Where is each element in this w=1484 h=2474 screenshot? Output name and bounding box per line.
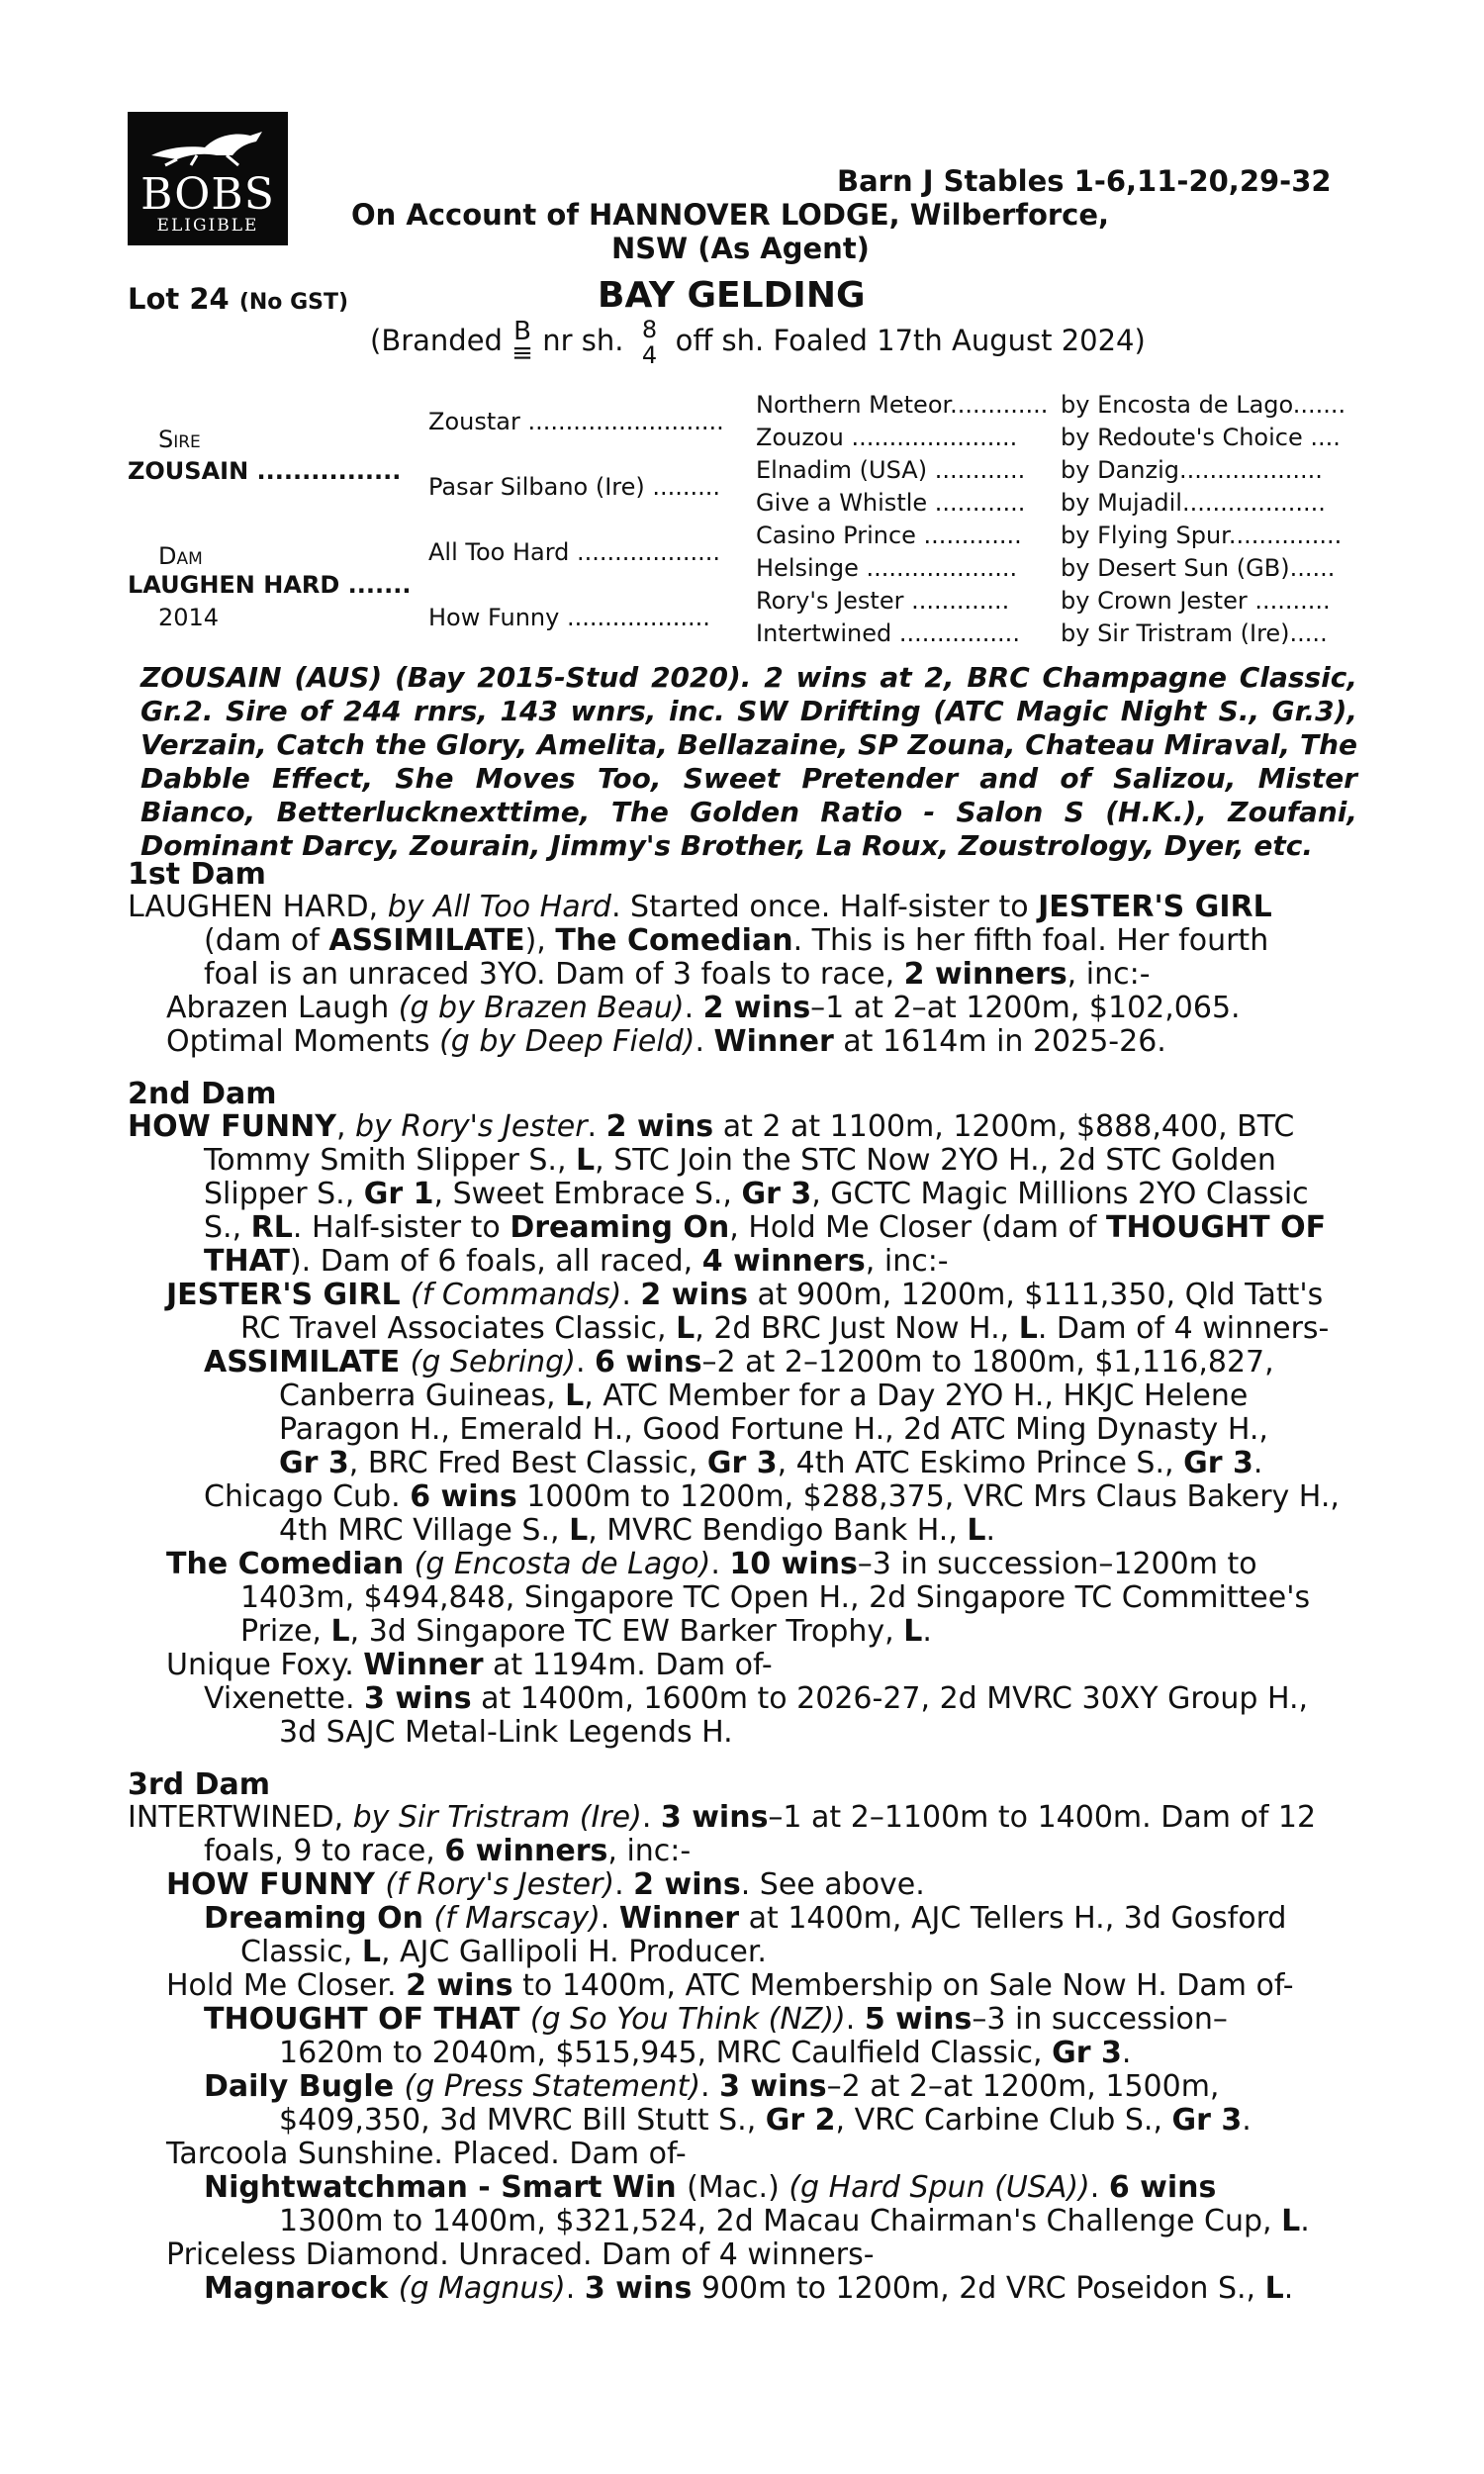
third-dam-line: INTERTWINED, by Sir Tristram (Ire). 3 wins–1 at 2–1100m to 1400m. Dam of 12 [128,1800,1317,1835]
third-dam-heading: 3rd Dam [128,1767,270,1802]
pedigree-gen2-1: Zoustar .......................... [428,408,724,435]
pedigree-by-2: by Redoute's Choice .... [1061,424,1341,451]
pedigree-gen2-2: Pasar Silbano (Ire) ......... [428,473,721,501]
brand-open: (Branded [370,324,503,357]
lot-label: Lot 24 [128,282,230,316]
second-dam-progeny: Unique Foxy. Winner at 1194m. Dam of- [166,1648,773,1682]
third-dam-progeny: Daily Bugle (g Press Statement). 3 wins–2 at 2–at 1200m, 1500m, [204,2069,1220,2104]
second-dam-line: Slipper S., Gr 1, Sweet Embrace S., Gr 3, GCTC Magic Millions 2YO Classic [204,1177,1309,1211]
pedigree-gen3-4: Give a Whistle ............ [756,489,1026,517]
first-dam-line: LAUGHEN HARD, by All Too Hard. Started once. Half-sister to JESTER'S GIRL [128,890,1272,924]
lot-title: BAY GELDING [598,275,866,316]
pedigree-gen3-8: Intertwined ................ [756,619,1020,647]
third-dam-progeny: 1300m to 1400m, $321,524, 2d Macau Chairman's Challenge Cup, L. [279,2204,1310,2238]
third-dam-progeny: Dreaming On (f Marscay). Winner at 1400m, AJC Tellers H., 3d Gosford [204,1901,1287,1936]
foaled-date: off sh. Foaled 17th August 2024) [675,324,1146,357]
first-dam-line: (dam of ASSIMILATE), The Comedian. This is her fifth foal. Her fourth [204,923,1269,958]
second-dam-progeny: 4th MRC Village S., L, MVRC Bendigo Bank H., L. [279,1513,996,1548]
third-dam-progeny: HOW FUNNY (f Rory's Jester). 2 wins. See above. [166,1867,925,1902]
pedigree-by-5: by Flying Spur............... [1061,522,1343,549]
third-dam-progeny: Nightwatchman - Smart Win (Mac.) (g Hard Spun (USA)). 6 wins [204,2170,1217,2205]
brand-mid: nr sh. [542,324,624,357]
pedigree-gen3-7: Rory's Jester ............. [756,587,1010,615]
second-dam-line: Tommy Smith Slipper S., L, STC Join the STC Now 2YO H., 2d STC Golden [204,1143,1276,1178]
second-dam-progeny: Chicago Cub. 6 wins 1000m to 1200m, $288,375, VRC Mrs Claus Bakery H., [204,1479,1340,1514]
second-dam-progeny: ASSIMILATE (g Sebring). 6 wins–2 at 2–1200m to 1800m, $1,116,827, [204,1345,1274,1380]
gst-label: (No GST) [238,290,349,315]
pedigree-by-6: by Desert Sun (GB)...... [1061,554,1336,582]
pedigree-by-7: by Crown Jester .......... [1061,587,1331,615]
third-dam-progeny: Classic, L, AJC Gallipoli H. Producer. [240,1935,767,1969]
second-dam-progeny: Prize, L, 3d Singapore TC EW Barker Trophy, L. [240,1614,932,1649]
pedigree-by-3: by Danzig................... [1061,456,1323,484]
third-dam-progeny: THOUGHT OF THAT (g So You Think (NZ)). 5 wins–3 in succession– [204,2002,1228,2037]
first-dam-progeny: Optimal Moments (g by Deep Field). Winner at 1614m in 2025-26. [166,1024,1166,1059]
third-dam-progeny: Priceless Diamond. Unraced. Dam of 4 winners- [166,2237,875,2272]
second-dam-line: HOW FUNNY, by Rory's Jester. 2 wins at 2 at 1100m, 1200m, $888,400, BTC [128,1109,1295,1144]
third-dam-progeny: Tarcoola Sunshine. Placed. Dam of- [166,2137,687,2171]
first-dam-heading: 1st Dam [128,857,266,892]
second-dam-progeny: The Comedian (g Encosta de Lago). 10 wins–3 in succession–1200m to [166,1547,1257,1581]
first-dam-progeny: Abrazen Laugh (g by Brazen Beau). 2 wins–1 at 2–at 1200m, $102,065. [166,991,1241,1025]
third-dam-progeny: $409,350, 3d MVRC Bill Stutt S., Gr 2, VRC Carbine Club S., Gr 3. [279,2103,1252,2138]
second-dam-progeny: RC Travel Associates Classic, L, 2d BRC Just Now H., L. Dam of 4 winners- [240,1311,1330,1346]
lot-number [128,282,348,316]
pedigree-gen3-6: Helsinge .................... [756,554,1018,582]
horse-icon [147,126,266,167]
pedigree-gen3-2: Zouzou ...................... [756,424,1018,451]
second-dam-line: S., RL. Half-sister to Dreaming On, Hold Me Closer (dam of THOUGHT OF [204,1210,1327,1245]
pedigree-gen3-1: Northern Meteor............. [756,391,1049,419]
pedigree-gen2-4: How Funny ................... [428,604,710,631]
second-dam-progeny: Vixenette. 3 wins at 1400m, 1600m to 2026-27, 2d MVRC 30XY Group H., [204,1681,1309,1716]
bobs-eligible-logo [128,112,288,245]
dam-label: Dam [158,542,203,570]
third-dam-progeny: 1620m to 2040m, $515,945, MRC Caulfield Classic, Gr 3. [279,2036,1132,2070]
brand-mark: B ≡ [511,317,533,368]
second-dam-heading: 2nd Dam [128,1077,277,1111]
sire-summary: ZOUSAIN (AUS) (Bay 2015-Stud 2020). 2 wins at 2, BRC Champagne Classic, Gr.2. Sire of 244 rnrs, 143 wnrs, inc. SW Drifting (ATC Magic Night S., Gr.3), Verzain, Catch the Glory, Amelita, Bellazaine, SP Zouna, Chateau Miraval, The Dabble Effect, She Moves Too, Sweet Pretender and of Salizou, Mister Bianco, Betterlucknexttime, The Golden Ratio - Salon S (H.K.), Zoufani, Dominant Darcy, Zourain, Jimmy's Brother, La Roux, Zoustrology, Dyer, etc. [140,661,1357,862]
third-dam-progeny: Magnarock (g Magnus). 3 wins 900m to 1200m, 2d VRC Poseidon S., L. [204,2271,1294,2306]
pedigree-gen2-3: All Too Hard ................... [428,538,720,566]
brand-line [370,317,1146,368]
third-dam-progeny: Hold Me Closer. 2 wins to 1400m, ATC Membership on Sale Now H. Dam of- [166,1968,1294,2003]
first-dam-line: foal is an unraced 3YO. Dam of 3 foals to race, 2 winners, inc:- [204,957,1151,992]
sire-name: ZOUSAIN ................ [128,457,402,485]
pedigree-by-8: by Sir Tristram (Ire)..... [1061,619,1328,647]
second-dam-line: THAT). Dam of 6 foals, all raced, 4 winners, inc:- [204,1244,949,1279]
vendor-line-1: On Account of HANNOVER LODGE, Wilberforce, [351,198,1110,232]
dam-year: 2014 [158,604,220,631]
second-dam-progeny: 1403m, $494,848, Singapore TC Open H., 2d Singapore TC Committee's [240,1580,1311,1615]
logo-text: BOBS [140,169,275,220]
pedigree-gen3-5: Casino Prince ............. [756,522,1022,549]
second-dam-progeny: Gr 3, BRC Fred Best Classic, Gr 3, 4th ATC Eskimo Prince S., Gr 3. [279,1446,1263,1480]
barn-info: Barn J Stables 1-6,11-20,29-32 [837,164,1332,198]
second-dam-progeny: Canberra Guineas, L, ATC Member for a Day 2YO H., HKJC Helene [279,1379,1249,1413]
brand-fraction: 8 4 [641,316,658,369]
pedigree-gen3-3: Elnadim (USA) ............ [756,456,1026,484]
vendor-line-2: NSW (As Agent) [611,232,870,265]
pedigree-by-4: by Mujadil................... [1061,489,1326,517]
pedigree-by-1: by Encosta de Lago....... [1061,391,1346,419]
second-dam-progeny: JESTER'S GIRL (f Commands). 2 wins at 900m, 1200m, $111,350, Qld Tatt's [166,1278,1324,1312]
sire-label: Sire [158,426,201,453]
dam-name: LAUGHEN HARD ....... [128,571,412,599]
logo-subtext: ELIGIBLE [156,216,259,236]
second-dam-progeny: Paragon H., Emerald H., Good Fortune H., 2d ATC Ming Dynasty H., [279,1412,1268,1447]
second-dam-progeny: 3d SAJC Metal-Link Legends H. [279,1715,733,1750]
third-dam-line: foals, 9 to race, 6 winners, inc:- [204,1834,692,1868]
